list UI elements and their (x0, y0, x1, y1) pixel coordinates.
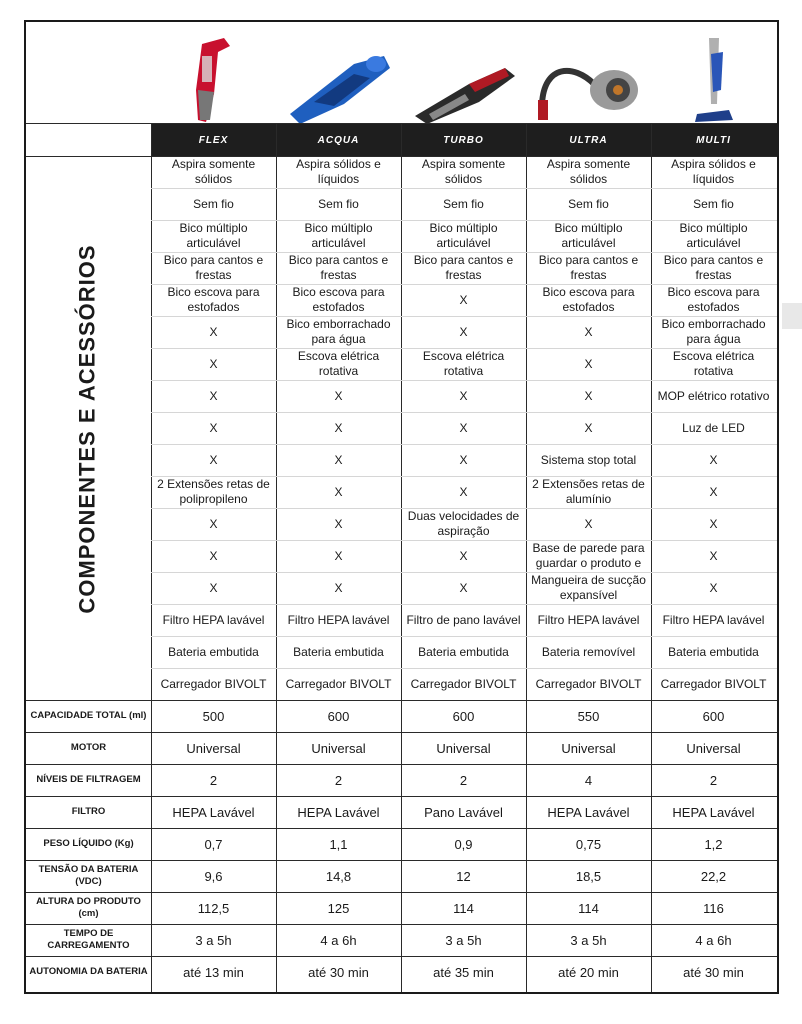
spec-value: HEPA Lavável (297, 804, 380, 820)
component-cell: X (459, 452, 468, 467)
spec-value: até 35 min (433, 964, 494, 980)
product-image-flex (151, 32, 276, 124)
component-cell: X (709, 452, 718, 467)
component-cell: MOP elétrico rotativo (657, 388, 770, 403)
component-cell: X (209, 548, 218, 563)
spec-value: 0,75 (575, 836, 602, 852)
component-cell: X (334, 516, 343, 531)
component-cell: Bico para cantos e frestas (538, 253, 639, 282)
component-cell: X (459, 580, 468, 595)
component-cell: Bico para cantos e frestas (163, 253, 264, 282)
component-cell: X (709, 548, 718, 563)
component-cell: Bico emborrachado para água (661, 317, 766, 346)
handheld-vacuum-icon (409, 54, 519, 124)
component-cell: X (334, 580, 343, 595)
spec-value: 4 a 6h (320, 932, 357, 948)
spec-value: HEPA Lavável (672, 804, 755, 820)
component-cell: Carregador BIVOLT (285, 676, 392, 691)
spec-value: 3 a 5h (195, 932, 232, 948)
component-cell: Bico para cantos e frestas (663, 253, 764, 282)
spec-value: 4 (584, 772, 593, 788)
header-ultra: ULTRA (569, 134, 608, 146)
component-cell: X (459, 324, 468, 339)
component-cell: X (334, 548, 343, 563)
spec-value: 2 (709, 772, 718, 788)
header-flex: FLEX (198, 134, 229, 146)
comparison-table (24, 20, 779, 994)
spec-value: 116 (703, 900, 724, 916)
spec-label: TENSÃO DA BATERIA (VDC) (38, 864, 139, 887)
component-cell: Sem fio (443, 196, 484, 211)
component-cell: X (209, 580, 218, 595)
component-cell: Bateria embutida (168, 644, 259, 659)
component-cell: Escova elétrica rotativa (422, 349, 505, 378)
component-cell: Escova elétrica rotativa (297, 349, 380, 378)
component-cell: Sistema stop total (540, 452, 637, 467)
component-cell: 2 Extensões retas de polipropileno (157, 477, 270, 506)
section-title (38, 156, 138, 701)
component-cell: X (334, 388, 343, 403)
spec-value: 112,5 (197, 900, 230, 916)
component-cell: Bico escova para estofados (542, 285, 635, 314)
component-cell: Filtro de pano lavável (406, 612, 521, 627)
component-cell: Base de parede para guardar o produto e (532, 541, 645, 570)
component-cell: X (209, 388, 218, 403)
spec-value: 600 (452, 708, 475, 724)
component-cell: Bico escova para estofados (292, 285, 385, 314)
component-cell: Carregador BIVOLT (160, 676, 267, 691)
component-cell: Mangueira de sucção expansível (531, 573, 646, 602)
handheld-vacuum-icon (284, 44, 394, 124)
component-cell: Bico múltiplo articulável (679, 221, 748, 250)
spec-value: Universal (686, 740, 741, 756)
spec-value: Universal (436, 740, 491, 756)
component-cell: Sem fio (318, 196, 359, 211)
component-cell: Bico para cantos e frestas (413, 253, 514, 282)
product-header-bar (151, 124, 779, 156)
spec-value: até 30 min (683, 964, 744, 980)
spec-value: até 20 min (558, 964, 619, 980)
spec-value: 550 (577, 708, 600, 724)
component-cell: X (459, 420, 468, 435)
product-image-acqua (276, 32, 401, 124)
component-cell: Bateria removível (541, 644, 636, 659)
component-cell: 2 Extensões retas de alumínio (532, 477, 645, 506)
spec-value: até 13 min (183, 964, 244, 980)
component-cell: X (334, 452, 343, 467)
component-cell: Escova elétrica rotativa (672, 349, 755, 378)
spec-value: 125 (327, 900, 350, 916)
component-cell: Bateria embutida (293, 644, 384, 659)
product-image-multi (651, 32, 776, 124)
component-cell: Bateria embutida (668, 644, 759, 659)
spec-value: 2 (334, 772, 343, 788)
spec-label: PESO LÍQUIDO (Kg) (43, 838, 134, 849)
spec-value: 600 (327, 708, 350, 724)
product-image-turbo (401, 32, 526, 124)
component-cell: Aspira somente sólidos (546, 157, 631, 186)
component-cell: Bico escova para estofados (167, 285, 260, 314)
spec-value: 18,5 (575, 868, 602, 884)
product-image-ultra (526, 32, 651, 124)
spec-value: Pano Lavável (424, 804, 503, 820)
spec-value: Universal (311, 740, 366, 756)
spec-label: ALTURA DO PRODUTO (cm) (36, 896, 141, 919)
component-cell: Bico escova para estofados (667, 285, 760, 314)
component-cell: X (334, 420, 343, 435)
spec-value: 114 (453, 900, 474, 916)
spec-value: 3 a 5h (445, 932, 482, 948)
component-cell: Aspira sólidos e líquidos (296, 157, 381, 186)
spec-label: CAPACIDADE TOTAL (ml) (30, 710, 147, 721)
component-cell: Aspira somente sólidos (171, 157, 256, 186)
spec-value: 2 (209, 772, 218, 788)
component-cell: X (584, 356, 593, 371)
component-cell: X (209, 420, 218, 435)
component-cell: Filtro HEPA lavável (537, 612, 640, 627)
spec-value: 1,2 (704, 836, 723, 852)
edge-tab (782, 303, 802, 329)
spec-label: MOTOR (70, 742, 107, 753)
component-cell: Carregador BIVOLT (535, 676, 642, 691)
component-cell: Carregador BIVOLT (660, 676, 767, 691)
component-cell: Bico múltiplo articulável (304, 221, 373, 250)
component-cell: Aspira sólidos e líquidos (671, 157, 756, 186)
component-cell: X (709, 516, 718, 531)
spec-label: TEMPO DE CARREGAMENTO (47, 928, 130, 951)
header-turbo: TURBO (443, 134, 484, 146)
component-cell: X (709, 484, 718, 499)
spec-value: 114 (578, 900, 599, 916)
component-cell: Bico múltiplo articulável (179, 221, 248, 250)
component-cell: X (584, 420, 593, 435)
component-cell: X (209, 516, 218, 531)
component-cell: Bico múltiplo articulável (429, 221, 498, 250)
component-cell: Bico emborrachado para água (286, 317, 391, 346)
component-cell: X (459, 484, 468, 499)
component-cell: Duas velocidades de aspiração (407, 509, 520, 538)
section-title-text: COMPONENTES E ACESSÓRIOS (75, 243, 100, 614)
stick-vacuum-icon (689, 34, 739, 124)
component-cell: X (584, 324, 593, 339)
spec-value: até 30 min (308, 964, 369, 980)
spec-value: HEPA Lavável (547, 804, 630, 820)
component-cell: X (584, 516, 593, 531)
spec-value: 0,7 (204, 836, 223, 852)
component-cell: Bico para cantos e frestas (288, 253, 389, 282)
spec-label: AUTONOMIA DA BATERIA (29, 966, 148, 977)
component-cell: Luz de LED (682, 420, 745, 435)
header-acqua: ACQUA (317, 134, 360, 146)
component-cell: Aspira somente sólidos (421, 157, 506, 186)
component-cell: Filtro HEPA lavável (287, 612, 390, 627)
component-cell: Sem fio (568, 196, 609, 211)
spec-value: Universal (186, 740, 241, 756)
component-cell: X (709, 580, 718, 595)
component-cell: Bateria embutida (418, 644, 509, 659)
component-cell: X (209, 452, 218, 467)
component-cell: X (459, 292, 468, 307)
spec-label: FILTRO (71, 806, 106, 817)
spec-value: 3 a 5h (570, 932, 607, 948)
component-cell: X (209, 356, 218, 371)
spec-value: HEPA Lavável (172, 804, 255, 820)
component-cell: X (209, 324, 218, 339)
spec-value: 9,6 (204, 868, 223, 884)
spec-value: 0,9 (454, 836, 473, 852)
component-cell: X (584, 388, 593, 403)
component-cell: Bico múltiplo articulável (554, 221, 623, 250)
component-cell: Filtro HEPA lavável (162, 612, 265, 627)
handheld-vacuum-icon (184, 34, 244, 124)
component-cell: Sem fio (193, 196, 234, 211)
component-cell: Sem fio (693, 196, 734, 211)
spec-value: 1,1 (329, 836, 348, 852)
component-cell: X (459, 548, 468, 563)
component-cell: X (459, 388, 468, 403)
spec-value: 600 (702, 708, 725, 724)
component-cell: X (334, 484, 343, 499)
spec-value: 22,2 (700, 868, 727, 884)
spec-value: 4 a 6h (695, 932, 732, 948)
spec-value: 500 (202, 708, 225, 724)
component-cell: Filtro HEPA lavável (662, 612, 765, 627)
component-cell: Carregador BIVOLT (410, 676, 517, 691)
spec-value: Universal (561, 740, 616, 756)
handheld-vacuum-icon (534, 44, 644, 124)
header-multi: MULTI (696, 134, 731, 146)
spec-value: 12 (456, 868, 471, 884)
spec-label: NÍVEIS DE FILTRAGEM (36, 774, 141, 785)
spec-value: 2 (459, 772, 468, 788)
spec-value: 14,8 (325, 868, 352, 884)
